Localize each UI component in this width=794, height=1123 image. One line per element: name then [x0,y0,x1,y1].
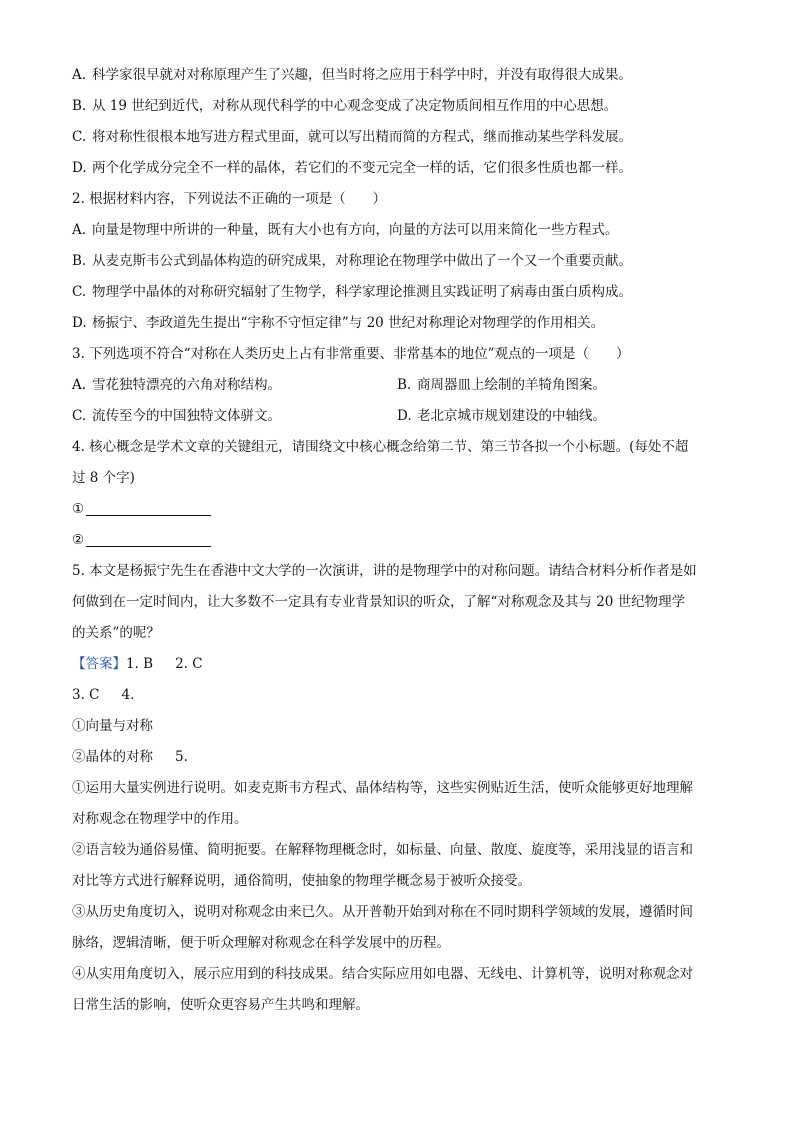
q5-stem-line-1: 5. 本文是杨振宁先生在香港中文大学的一次演讲，讲的是物理学中的对称问题。请结合材料分析作者是如 [72,563,697,579]
q5-stem-line-3: 的关系”的呢？ [72,625,160,641]
q2-option-b: B. 从麦克斯韦公式到晶体构造的研究成果，对称理论在物理学中做出了一个又一个重要贡献。 [72,253,632,269]
q3-option-c: C. 流传至今的中国独特文体骈文。 [72,408,281,424]
q2-stem: 2. 根据材料内容，下列说法不正确的一项是（ ） [72,191,387,207]
answer-5-line: ①运用大量实例进行说明。如麦克斯韦方程式、晶体结构等，这些实例贴近生活，使听众能够更好地理解 [72,780,693,796]
answer-line-2: 3. C 4. [72,687,135,703]
q3-options-row-1 [72,370,722,401]
answer-5-line: 脉络，逻辑清晰，便于听众理解对称观念在科学发展中的历程。 [72,935,450,951]
answer-tag: 【答案】 [72,656,126,672]
answer-5-line: 日常生活的影响，使听众更容易产生共鸣和理解。 [72,997,369,1013]
answer-blank-line [86,498,211,516]
q3-option-d: D. 老北京城市规划建设的中轴线。 [397,408,606,424]
answer-line-1: 【答案】1. B 2. C [72,656,203,672]
q3-options-row-2 [72,401,722,432]
q4-stem-line-2: 过 8 个字) [72,470,135,486]
q1-option-a: A. 科学家很早就对对称原理产生了兴趣，但当时将之应用于科学中时，并没有取得很大成果。 [72,67,632,83]
answer-5-line: ②语言较为通俗易懂、简明扼要。在解释物理概念时，如标量、向量、散度、旋度等，采用浅显的语言和 [72,842,693,858]
q4-stem-line-1: 4. 核心概念是学术文章的关键组元，请围绕文中核心概念给第二节、第三节各拟一个小标题。(每处不超 [72,439,689,455]
q1-option-b: B. 从 19 世纪到近代，对称从现代科学的中心观念变成了决定物质间相互作用的中心思想。 [72,98,618,114]
answer-5-line: 对比等方式进行解释说明，通俗简明，使抽象的物理学概念易于被听众接受。 [72,873,531,889]
document-page [72,60,722,1021]
q2-option-d: D. 杨振宁、李政道先生提出“宇称不守恒定律”与 20 世纪对称理论对物理学的作用相关。 [72,315,605,331]
answer-4-item-1: ①向量与对称 [72,718,153,734]
q3-option-a: A. 雪花独特漂亮的六角对称结构。 [72,377,281,393]
q3-option-b: B. 商周器皿上绘制的羊犄角图案。 [397,377,606,393]
answer-5-line: 对称观念在物理学中的作用。 [72,811,248,827]
q2-option-a: A. 向量是物理中所讲的一种量，既有大小也有方向，向量的方法可以用来简化一些方程式。 [72,222,619,238]
q1-option-c: C. 将对称性很根本地写进方程式里面，就可以写出精而简的方程式，继而推动某些学科发展。 [72,129,632,145]
answer-blank-line [86,529,211,547]
q3-stem: 3. 下列选项不符合“对称在人类历史上占有非常重要、非常基本的地位”观点的一项是（ ） [72,346,630,362]
q4-blank-1: ① [72,494,722,525]
q2-option-c: C. 物理学中晶体的对称研究辐射了生物学，科学家理论推测且实践证明了病毒由蛋白质构成。 [72,284,632,300]
q5-stem-line-2: 何做到在一定时间内，让大多数不一定具有专业背景知识的听众，了解“对称观念及其与 20 世纪物理学 [72,594,686,610]
q1-option-d: D. 两个化学成分完全不一样的晶体，若它们的不变元完全一样的话，它们很多性质也都一样。 [72,160,632,176]
answer-5-line: ④从实用角度切入，展示应用到的科技成果。结合实际应用如电器、无线电、计算机等，说明对称观念对 [72,966,693,982]
answer-5-line: ③从历史角度切入，说明对称观念由来已久。从开普勒开始到对称在不同时期科学领域的发展，遵循时间 [72,904,693,920]
answer-4-item-2: ②晶体的对称 5. [72,749,188,765]
q4-blank-2: ② [72,525,722,556]
